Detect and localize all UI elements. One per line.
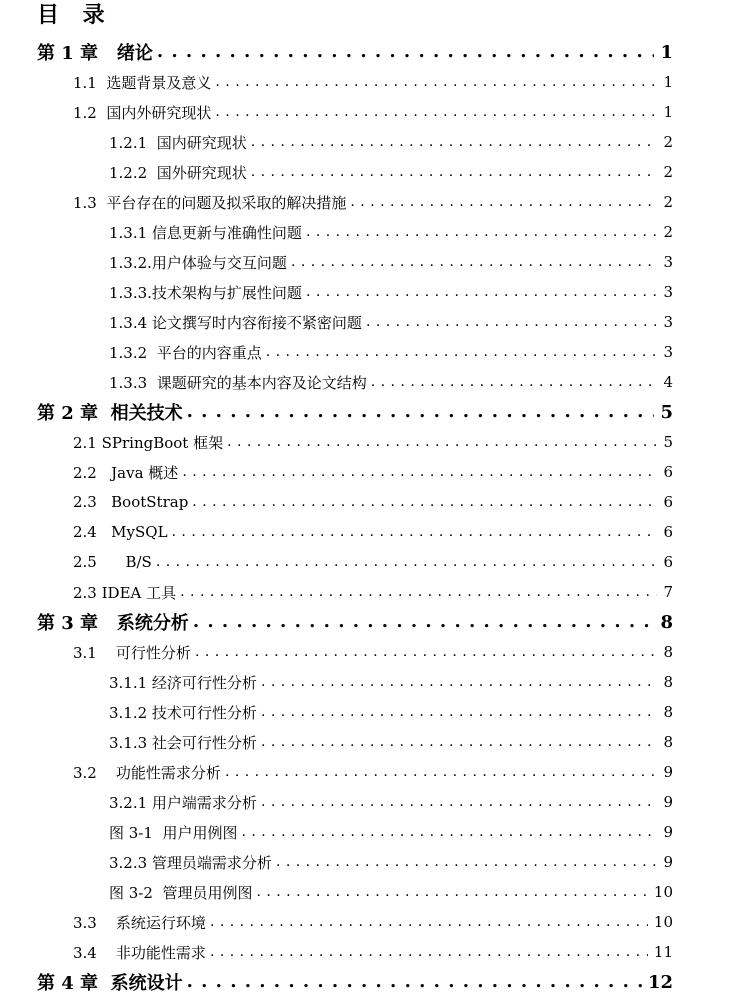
toc-entry-label: 1.2.2 国外研究现状 — [109, 162, 251, 183]
toc-page-number: 8 — [663, 733, 673, 751]
toc-leader-dots — [366, 311, 658, 333]
toc-page-number: 11 — [653, 943, 673, 961]
toc-section-entry[interactable] — [0, 277, 744, 307]
toc-page-number: 6 — [663, 553, 673, 571]
toc-entry-label: 1.2.1 国内研究现状 — [109, 132, 251, 153]
toc-leader-dots — [261, 701, 658, 723]
toc-page-number: 1 — [663, 73, 673, 91]
toc-page-number: 4 — [663, 373, 673, 391]
toc-section-entry[interactable] — [0, 547, 744, 577]
toc-leader-dots — [180, 581, 657, 603]
toc-section-entry[interactable] — [0, 517, 744, 547]
toc-section-entry[interactable] — [0, 127, 744, 157]
toc-section-entry[interactable] — [0, 457, 744, 487]
toc-entry-label: 1.3.3 课题研究的基本内容及论文结构 — [109, 372, 371, 393]
toc-page-number: 5 — [660, 401, 673, 423]
toc-leader-dots — [291, 251, 658, 273]
toc-entry-label: 1.3.1 信息更新与准确性问题 — [109, 222, 306, 243]
toc-section-entry[interactable] — [0, 697, 744, 727]
toc-entry-label: 2.3 IDEA 工具 — [73, 582, 180, 603]
toc-entry-label: 3.2.1 用户端需求分析 — [109, 792, 261, 813]
toc-leader-dots — [210, 911, 648, 933]
toc-leader-dots — [261, 671, 658, 693]
toc-entry-label: 1.3.2 平台的内容重点 — [109, 342, 266, 363]
toc-section-entry[interactable] — [0, 787, 744, 817]
toc-page-number: 3 — [663, 253, 673, 271]
toc-entry-label: 3.2.3 管理员端需求分析 — [109, 852, 276, 873]
toc-leader-dots — [350, 191, 657, 213]
toc-leader-dots — [172, 521, 658, 543]
toc-entry-label: 第 4 章 系统设计 — [37, 969, 187, 995]
toc-leader-dots — [215, 101, 657, 123]
toc-entry-label: 3.1 可行性分析 — [73, 642, 195, 663]
toc-entry-label: 第 2 章 相关技术 — [37, 399, 187, 425]
toc-page-number: 9 — [663, 793, 673, 811]
toc-page-number: 8 — [663, 703, 673, 721]
toc-leader-dots — [195, 641, 658, 663]
toc-page-number: 1 — [660, 41, 673, 63]
toc-page-number: 3 — [663, 313, 673, 331]
toc-chapter-entry[interactable] — [0, 967, 744, 997]
toc-page-number: 3 — [663, 283, 673, 301]
toc-leader-dots — [261, 791, 658, 813]
toc-section-entry[interactable] — [0, 757, 744, 787]
toc-leader-dots — [193, 611, 655, 633]
toc-page-number: 1 — [663, 103, 673, 121]
toc-page-number: 3 — [663, 343, 673, 361]
toc-page-number: 6 — [663, 523, 673, 541]
toc-page-number: 12 — [647, 971, 673, 993]
toc-page-number: 8 — [660, 611, 673, 633]
toc-page-number: 8 — [663, 643, 673, 661]
toc-section-entry[interactable] — [0, 487, 744, 517]
toc-leader-dots — [261, 731, 658, 753]
toc-leader-dots — [306, 221, 658, 243]
toc-leader-dots — [227, 431, 657, 453]
toc-section-entry[interactable] — [0, 907, 744, 937]
toc-page-number: 9 — [663, 853, 673, 871]
toc-leader-dots — [210, 941, 648, 963]
toc-section-entry[interactable] — [0, 877, 744, 907]
toc-section-entry[interactable] — [0, 847, 744, 877]
toc-entry-label: 3.1.2 技术可行性分析 — [109, 702, 261, 723]
toc-section-entry[interactable] — [0, 217, 744, 247]
toc-entry-label: 图 3-1 用户用例图 — [109, 822, 241, 843]
toc-entry-label: 3.4 非功能性需求 — [73, 942, 210, 963]
toc-section-entry[interactable] — [0, 157, 744, 187]
toc-leader-dots — [215, 71, 657, 93]
toc-section-entry[interactable] — [0, 427, 744, 457]
toc-leader-dots — [256, 881, 647, 903]
toc-entry-label: 1.3.3.技术架构与扩展性问题 — [109, 282, 306, 303]
toc-page-number: 10 — [653, 913, 673, 931]
toc-entry-label: 1.3.2.用户体验与交互问题 — [109, 252, 291, 273]
toc-entry-label: 2.2 Java 概述 — [73, 462, 182, 483]
toc-entry-label: 2.5 B/S — [73, 553, 156, 571]
toc-page-number: 6 — [663, 463, 673, 481]
toc-section-entry[interactable] — [0, 727, 744, 757]
toc-page-number: 2 — [663, 193, 673, 211]
toc-page-number: 2 — [663, 133, 673, 151]
toc-section-entry[interactable] — [0, 97, 744, 127]
toc-leader-dots — [251, 161, 658, 183]
toc-section-entry[interactable] — [0, 667, 744, 697]
toc-entry-label: 1.2 国内外研究现状 — [73, 102, 215, 123]
toc-page-number: 10 — [653, 883, 673, 901]
toc-section-entry[interactable] — [0, 637, 744, 667]
toc-page-number: 2 — [663, 223, 673, 241]
toc-page-number: 8 — [663, 673, 673, 691]
toc-section-entry[interactable] — [0, 67, 744, 97]
toc-entry-label: 1.3.4 论文撰写时内容衔接不紧密问题 — [109, 312, 366, 333]
toc-page-number: 2 — [663, 163, 673, 181]
toc-leader-dots — [306, 281, 658, 303]
toc-leader-dots — [192, 491, 657, 513]
toc-entry-label: 1.1 选题背景及意义 — [73, 72, 215, 93]
toc-entry-label: 2.4 MySQL — [73, 523, 172, 541]
toc-entry-label: 1.3 平台存在的问题及拟采取的解决措施 — [73, 192, 350, 213]
toc-leader-dots — [187, 971, 642, 993]
toc-leader-dots — [187, 401, 655, 423]
toc-section-entry[interactable] — [0, 367, 744, 397]
toc-page-number: 6 — [663, 493, 673, 511]
toc-leader-dots — [241, 821, 657, 843]
toc-leader-dots — [157, 41, 655, 63]
toc-section-entry[interactable] — [0, 337, 744, 367]
toc-chapter-entry[interactable] — [0, 397, 744, 427]
toc-chapter-entry[interactable] — [0, 37, 744, 67]
toc-leader-dots — [225, 761, 658, 783]
toc-section-entry[interactable] — [0, 187, 744, 217]
toc-page-number: 9 — [663, 763, 673, 781]
toc-leader-dots — [276, 851, 658, 873]
toc-section-entry[interactable] — [0, 577, 744, 607]
toc-entry-label: 2.3 BootStrap — [73, 493, 192, 511]
toc-page-number: 5 — [663, 433, 673, 451]
toc-leader-dots — [156, 551, 658, 573]
toc-leader-dots — [371, 371, 658, 393]
toc-chapter-entry[interactable] — [0, 607, 744, 637]
toc-section-entry[interactable] — [0, 937, 744, 967]
toc-leader-dots — [266, 341, 658, 363]
toc-page-number: 7 — [663, 583, 673, 601]
toc-page-number: 9 — [663, 823, 673, 841]
table-of-contents — [0, 37, 744, 997]
toc-entry-label: 图 3-2 管理员用例图 — [109, 882, 256, 903]
toc-leader-dots — [251, 131, 658, 153]
toc-entry-label: 2.1 SPringBoot 框架 — [73, 432, 227, 453]
toc-entry-label: 3.1.3 社会可行性分析 — [109, 732, 261, 753]
toc-section-entry[interactable] — [0, 247, 744, 277]
toc-entry-label: 3.1.1 经济可行性分析 — [109, 672, 261, 693]
toc-entry-label: 第 1 章 绪论 — [37, 39, 157, 65]
toc-section-entry[interactable] — [0, 817, 744, 847]
toc-entry-label: 第 3 章 系统分析 — [37, 609, 193, 635]
toc-leader-dots — [182, 461, 657, 483]
toc-title: 目 录 — [37, 3, 113, 28]
toc-entry-label: 3.3 系统运行环境 — [73, 912, 210, 933]
toc-section-entry[interactable] — [0, 307, 744, 337]
toc-entry-label: 3.2 功能性需求分析 — [73, 762, 225, 783]
